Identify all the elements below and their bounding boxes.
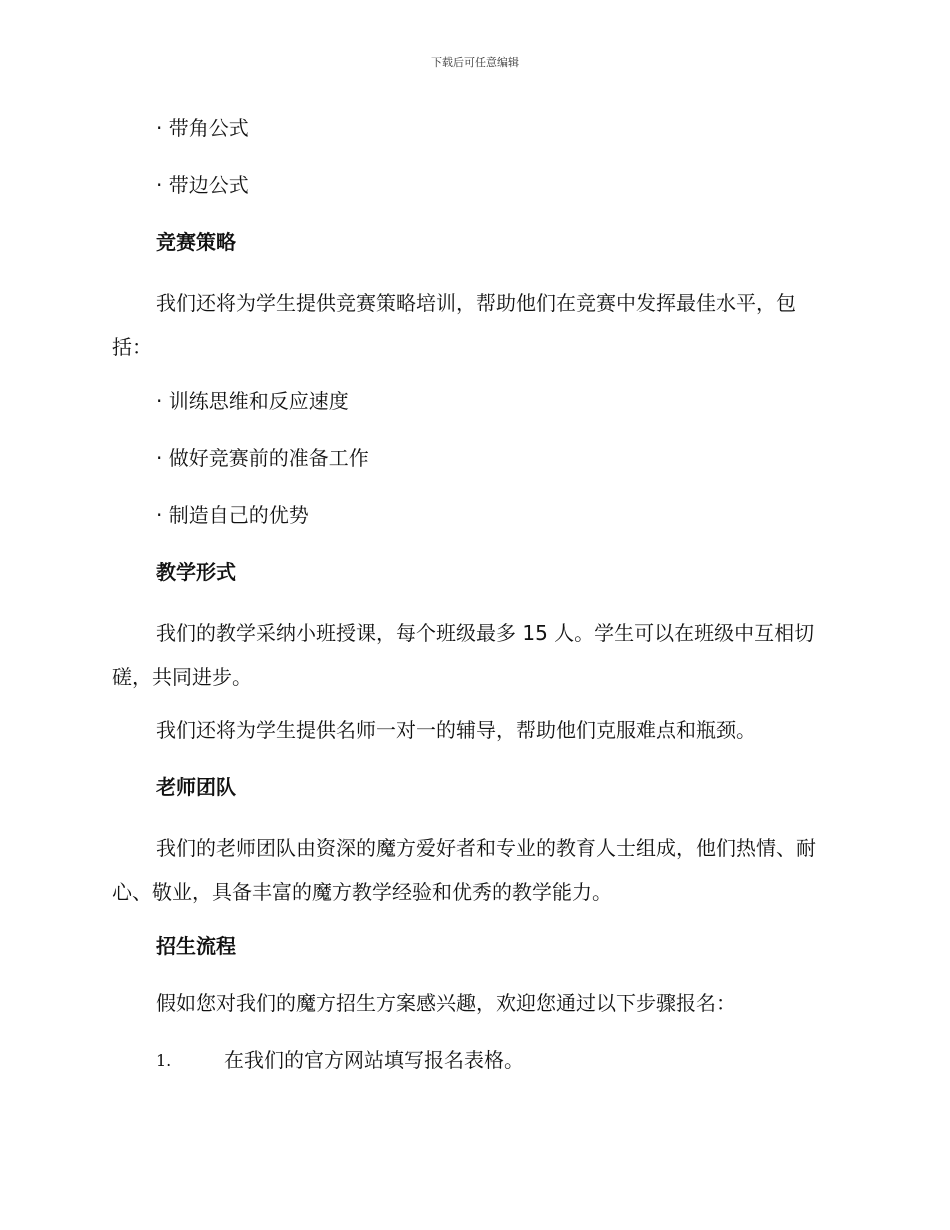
section-heading-strategy: 竞赛策略 bbox=[156, 230, 236, 254]
strategy-intro: 我们还将为学生提供竞赛策略培训，帮助他们在竞赛中发挥最佳水平，包括： bbox=[112, 291, 796, 359]
section-heading-teachers: 老师团队 bbox=[156, 775, 236, 799]
enrollment-intro: 假如您对我们的魔方招生方案感兴趣，欢迎您通过以下步骤报名： bbox=[156, 991, 736, 1015]
section-heading-teaching: 教学形式 bbox=[156, 560, 236, 584]
document-body bbox=[112, 110, 827, 1079]
numbered-step bbox=[156, 1042, 827, 1079]
teaching-paragraph-1: 我们的教学采纳小班授课，每个班级最多 15 人。学生可以在班级中互相切磋，共同进步。 bbox=[112, 621, 815, 689]
bullet-item: · 做好竞赛前的准备工作 bbox=[156, 446, 369, 470]
step-text: 在我们的官方网站填写报名表格。 bbox=[224, 1048, 524, 1072]
bullet-item: · 制造自己的优势 bbox=[156, 503, 309, 527]
section-heading-enrollment: 招生流程 bbox=[156, 934, 236, 958]
header-note: 下载后可任意编辑 bbox=[431, 56, 519, 69]
step-number: 1. bbox=[156, 1051, 172, 1070]
bullet-item: · 训练思维和反应速度 bbox=[156, 389, 349, 413]
bullet-item: · 带角公式 bbox=[156, 116, 249, 140]
teachers-paragraph: 我们的老师团队由资深的魔方爱好者和专业的教育人士组成，他们热情、耐心、敬业，具备丰富的魔方教学经验和优秀的教学能力。 bbox=[112, 836, 816, 904]
bullet-item: · 带边公式 bbox=[156, 173, 249, 197]
teaching-paragraph-2: 我们还将为学生提供名师一对一的辅导，帮助他们克服难点和瓶颈。 bbox=[156, 718, 756, 742]
